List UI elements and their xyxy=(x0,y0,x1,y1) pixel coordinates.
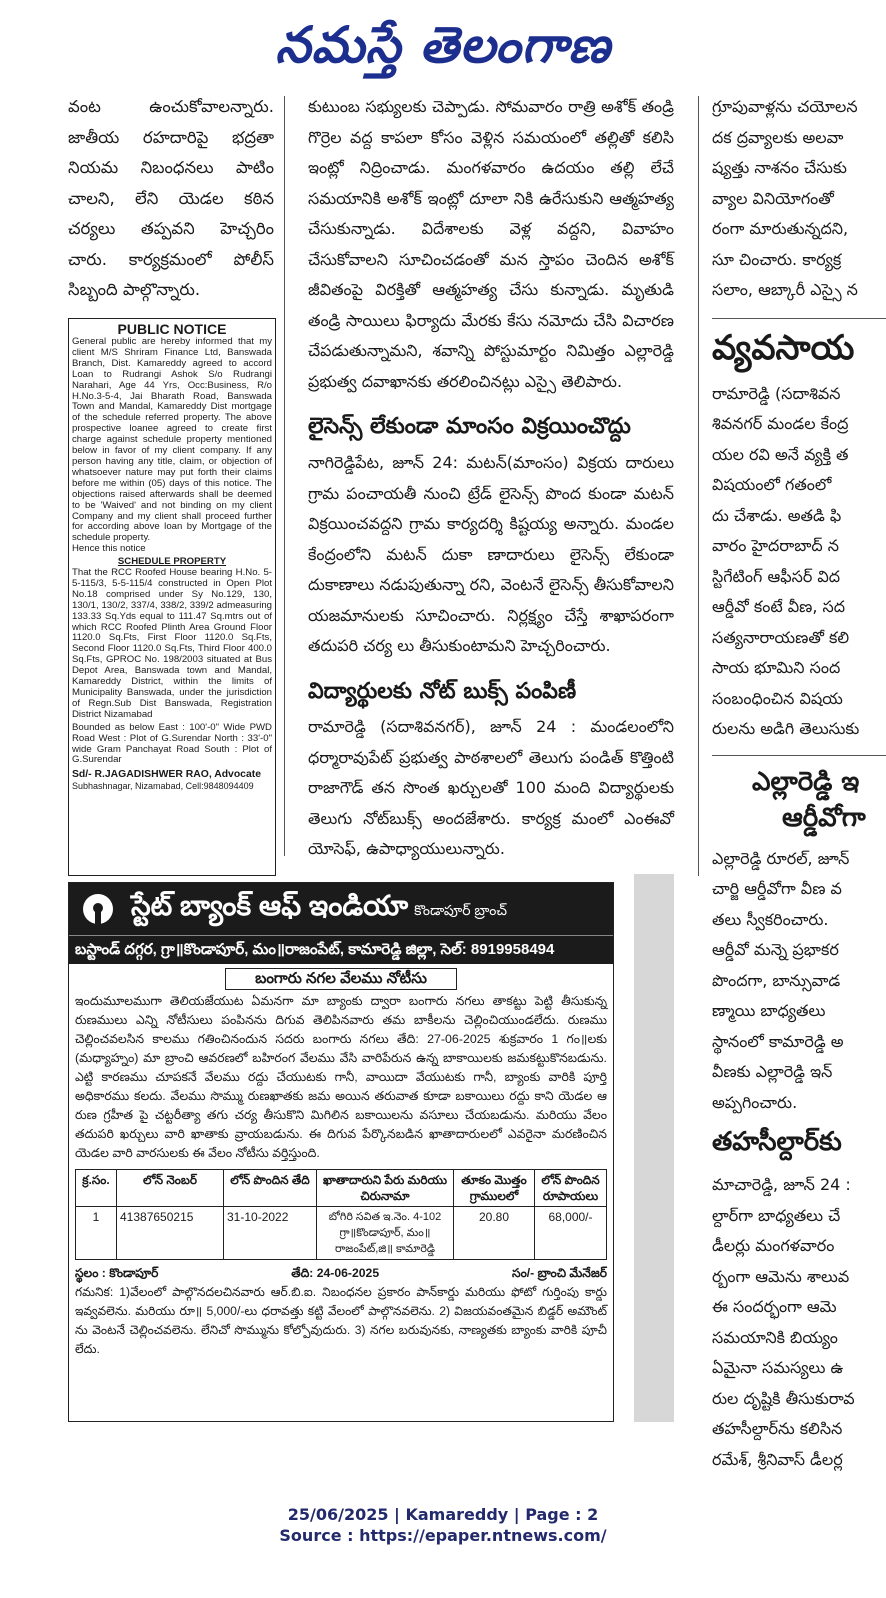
col3-line: స్థానంలో కామారెడ్డి అ xyxy=(712,1031,844,1051)
divider xyxy=(284,96,285,856)
column-3-block-a xyxy=(712,92,886,306)
story-2-text: నాగిరెడ్డిపేట, జూన్ 24: మటన్(మాంసం) విక్రయ దారులు గ్రామ పంచాయతీ నుంచి ట్రేడ్ లైసెన్స్ పొంద కుండా మటన్ విక్రయించవద్దని గ్రామ కార్యదర్శి కిష్టయ్య అన్నారు. మండల కేంద్రంలోని మటన్ దుకా ణాదారులు లైసెన్స్ లేకుండా దుకాణాలు నడుపుతున్నా రని, వెంటనే లైసెన్స్ తీసుకోవాలని యజమానులకు సూచించారు. నిర్లక్ష్యం చేస్తే శాఖాపరంగా తదుపరి చర్య లు తీసుకుంటామని హెచ్చరించారు. xyxy=(308,453,674,655)
public-notice xyxy=(68,318,276,876)
sbi-branch: కొండాపూర్ బ్రాంచ్ xyxy=(414,902,507,918)
col3-line: వీణకు ఎల్లారెడ్డి ఇన్ xyxy=(712,1062,833,1081)
col3-line: దు చేశాడు. అతడి ఫి xyxy=(712,505,842,525)
column-1-story xyxy=(68,92,274,299)
column-3 xyxy=(712,92,886,1469)
col3-line: తహసీల్దార్‌ను కలిసిన xyxy=(712,1419,843,1438)
col3-line: చార్జి ఆర్డీవోగా వీణ వ xyxy=(712,879,842,898)
col3-line: ర్బంగా ఆమెను శాలువ xyxy=(712,1266,850,1286)
table-cell: 41387650215 xyxy=(117,1207,224,1260)
col3-line: సంబంధించిన విషయ xyxy=(712,688,843,708)
col3-line: అప్పగించారు. xyxy=(712,1092,798,1112)
headline-yellareddy-1: ఎల్లారెడ్డి ఇ xyxy=(752,766,860,797)
column-1-paragraph: వంట ఉంచుకోవాలన్నారు. జాతీయ రహదారిపై భద్రతా నియమ నిబంధనలు పాటిం చాలని, లేని యెడల కఠిన చర్యలు తప్పవని హెచ్చరిం చారు. కార్యక్రమంలో పోలీస్ సిబ్బంది పాల్గొన్నారు. xyxy=(68,97,274,299)
public-notice-title: PUBLIC NOTICE xyxy=(117,321,227,337)
col3-line: రంగా మారుతున్నదని, xyxy=(712,219,849,238)
col3-line: ఆర్డీవో కంటే వీణ, సద xyxy=(712,597,846,616)
col3-line: స్టిగేటింగ్ ఆఫీసర్ విద xyxy=(712,566,841,586)
column-2-story-1 xyxy=(308,92,674,398)
col3-line: సలాం, ఆబ్కారీ ఎస్సై న xyxy=(712,280,858,299)
col3-line: గ్రూపువాళ్లను చయోలన xyxy=(712,97,858,116)
col3-line: వారం హైదరాబాద్ న xyxy=(712,536,840,555)
table-cell: 20.80 xyxy=(454,1207,535,1260)
col3-line: ల్దార్‌గా బాధ్యతలు చే xyxy=(712,1205,841,1225)
divider xyxy=(712,318,886,319)
divider xyxy=(712,755,886,756)
column-2-story-2 xyxy=(308,448,674,666)
col3-line: ఎల్లారెడ్డి రూరల్, జూన్ xyxy=(712,848,850,868)
col3-line: దక ద్రవ్యాలకు అలవా xyxy=(712,127,844,147)
col3-line: ణ్మాయి బాధ్యతలు xyxy=(712,1001,826,1020)
sbi-notice-title: బంగారు నగల వేలము నోటీసు xyxy=(225,968,457,990)
table-header: క్ర.సం. xyxy=(76,1170,117,1207)
column-3-block-b xyxy=(712,379,886,745)
sbi-note: గమనిక: 1)వేలంలో పాల్గొనదలచినవారు ఆర్.బి.ఐ. నిబంధనల ప్రకారం పాన్‌కార్డు మరియు ఫోటో గుర్తింపు కార్డు ఇవ్వవలెను. మరియు రూ॥ 5,000/-లు ధరావత్తు కట్టి వేలంలో పాల్గొనవలెను. 2) విజయవంతమైన బిడ్డర్ అమౌంట్ ను వెంటనే చెల్లించవలెను. లేనిచో సొమ్మును కోల్పోవుదురు. 3) నగల బరువునకు, నాణ్యతకు బ్యాంకు వారికి పూచీ లేదు. xyxy=(75,1285,607,1356)
footer-source: Source : https://epaper.ntnews.com/ xyxy=(279,1526,607,1545)
column-2-story-3 xyxy=(308,712,674,862)
table-header: లోన్ పొందిన రూపాయలు xyxy=(535,1170,607,1207)
col3-line: ఈ సందర్భంగా ఆమె xyxy=(712,1297,837,1316)
col3-line: తలు స్వీకరించారు. xyxy=(712,909,829,929)
sbi-loan-table xyxy=(75,1169,607,1260)
col3-line: ష్యత్తు నాశనం చేసుకు xyxy=(712,158,847,177)
sbi-sign-row xyxy=(75,1264,607,1283)
sbi-footer xyxy=(69,1260,613,1359)
sbi-date: తేది: 24-06-2025 xyxy=(291,1266,380,1280)
headline-yellareddy-2: ఆర్డీవోగా xyxy=(782,802,866,833)
divider xyxy=(698,96,699,876)
col3-line: యల రవి అనే వ్యక్తి త xyxy=(712,444,849,464)
schedule-title: SCHEDULE PROPERTY xyxy=(117,556,227,568)
col3-line: రమేశ్, శ్రీనివాస్ డీలర్ల xyxy=(712,1449,843,1469)
headline-tahsildar: తహసీల్దార్‌కు xyxy=(712,1127,842,1157)
col3-line: మాచారెడ్డి, జూన్ 24 : xyxy=(712,1175,851,1194)
sbi-place: స్థలం : కొండాపూర్ xyxy=(75,1266,159,1280)
page-footer xyxy=(0,1504,886,1546)
headline-meat-license: లైసెన్స్ లేకుండా మాంసం విక్రయించొద్దు xyxy=(308,414,631,439)
col3-line: వ్యాల వినియోగంతో xyxy=(712,188,834,208)
col3-line: ఏమైనా సమస్యలు ఉ xyxy=(712,1358,844,1377)
table-row xyxy=(76,1207,607,1260)
sbi-address: బస్టాండ్ దగ్గర, గ్రా॥కొండాపూర్, మం॥రాజంపేట్, కామారెడ్డి జిల్లా, సెల్: 8919958494 xyxy=(69,935,613,964)
col3-line: రులను అడిగి తెలుసుకు xyxy=(712,719,860,738)
table-header: ఖాతాదారుని పేరు మరియు చిరునామా xyxy=(317,1170,454,1207)
col3-line: రుల దృష్టికి తీసుకురావ xyxy=(712,1388,855,1408)
sbi-auction-notice xyxy=(68,882,614,1422)
col3-line: సాయ భూమిని సంద xyxy=(712,658,841,677)
col3-line: రామారెడ్డి (సదాశివన xyxy=(712,383,841,403)
shaded-strip xyxy=(634,874,674,1422)
sbi-notice-body: ఇందుమూలముగా తెలియజేయుట ఏమనగా మా బ్యాంకు ద్వారా బంగారు నగలు తాకట్టు పెట్టి తీసుకున్న రుణములు ఎన్ని నోటీసులు పంపినను దిగువ తెలిపినవారు తమ బాకీలను చెల్లించియుండలేదు. రుణము చెల్లించవలసిన కాలము గతించినందున సదరు బంగారు నగలు తేది: 27-06-2025 శుక్రవారం 1 గం॥లకు (మధ్యాహ్నం) మా బ్రాంచి ఆవరణలో బహిరంగ వేలము వేసి వారిపేరున ఉన్న బాకాయిలకు జమకట్టుకొనబడును. ఎట్టి కారణము చూపకనే వేలము రద్దు చేయుటకు గానీ, వాయిదా వేయుటకు గానీ, బ్యాంకు వారికి పూర్తి అధికారము కలదు. వేలము సొమ్ము రుణఖాతకు జమ అయిన తరువాత కూడా బకాయిలు రద్దు కాని యెడల ఆ రుణ గ్రహీత పై చట్టరీత్యా తగు చర్య తీసుకొని మిగిలిన బకాయిలను వసూలు చేయబడును. మరియు వేలం తదుపరి ఖర్చులు వారి ఖాతాకు వ్రాయబడును. ఈ దిగువ పేర్కొనబడిన ఖాతాదారులలో ఎవరైనా మరణించిన యెడల వారి వారసులకు ఈ వేలం నోటీసు వర్తిస్తుంది. xyxy=(75,994,607,1160)
table-cell: 1 xyxy=(76,1207,117,1260)
advocate-address: Subhashnagar, Nizamabad, Cell:9848094409 xyxy=(72,781,254,792)
column-3-block-c xyxy=(712,844,886,1119)
public-notice-hence: Hence this notice xyxy=(72,543,146,555)
col3-line: పొందగా, బాన్సువాడ xyxy=(712,970,841,990)
sbi-signed: సం/- బ్రాంచి మేనేజర్ xyxy=(512,1266,607,1280)
headline-notebooks: విద్యార్థులకు నోట్ బుక్స్ పంపిణీ xyxy=(308,679,577,704)
headline-agriculture: వ్యవసాయ xyxy=(712,327,855,368)
sbi-header xyxy=(69,883,613,935)
column-3-block-d xyxy=(712,1170,886,1475)
boundaries: Bounded as below East : 100'-0" Wide PWD Road West : Plot of G.Surendar North : 33'-0" wide Gram Panchayat Road South : Plot of G.Surendar xyxy=(72,721,272,766)
newspaper-title: నమస్తే తెలంగాణ xyxy=(275,16,611,74)
masthead xyxy=(0,0,886,90)
table-header: తూకం మొత్తం గ్రాములలో xyxy=(454,1170,535,1207)
col3-line: విషయంలో గతంలో xyxy=(712,475,832,494)
col3-line: శివనగర్ మండల కేంద్ర xyxy=(712,414,849,433)
table-header-row xyxy=(76,1170,607,1207)
col3-line: ఆర్డీవో మన్నె ప్రభాకర xyxy=(712,940,839,959)
col3-line: సమయానికి బియ్యం xyxy=(712,1327,838,1347)
advocate-signature: Sd/- R.JAGADISHWER RAO, Advocate xyxy=(72,769,261,781)
table-header: లోన్ నెంబర్ xyxy=(117,1170,224,1207)
table-cell: 31-10-2022 xyxy=(224,1207,317,1260)
sbi-bank-name: స్టేట్ బ్యాంక్ ఆఫ్ ఇండియా xyxy=(131,889,409,921)
public-notice-body: General public are hereby informed that my client M/S Shriram Finance Ltd, Banswada Branch, Dist. Kamareddy agreed to accord Loan to Rudrangi Ashok S/o Rudrangi Narahari, Age 44 Yrs, Occ:Business, R/o H.No.3-5-4, Jai Bharath Road, Banswada Town and Mandal, Kamareddy Dist mortgage of the schedule referred property. The above prospective loanee agreed to create first charge against schedule property mentioned below in favor of my client company. If any person having any title, claim, or objection of whatsoever nature may put forth their claims before me within (05) days of this notice. The objections raised afterwards shall be deemed to be 'Waived' and not binding on my client Company and my client shall proceed further for according above loan by Mortgage of the schedule property. xyxy=(72,336,272,544)
table-header: లోన్ పొందిన తేది xyxy=(224,1170,317,1207)
col3-line: సూ చించారు. కార్యక్ర xyxy=(712,249,842,269)
table-cell: బోగిరి సవిత ఇ.నెం. 4-102 గ్రా॥కొండాపూర్, మం॥ రాజంపేట్,జి॥ కామారెడ్డి xyxy=(317,1207,454,1260)
story-1-text: కుటుంబ సభ్యులకు చెప్పాడు. సోమవారం రాత్రి అశోక్ తండ్రి గొర్రెల వద్ద కాపలా కోసం వెళ్లిన సమయంలో తల్లితో కలిసి ఇంట్లో నిద్రించాడు. మంగళవారం ఉదయం తల్లి లేచే సమయానికి అశోక్ ఇంట్లో దూలా నికి ఉరేసుకుని ఆత్మహత్య చేసుకున్నాడు. విదేశాలకు వెళ్ల వద్దని, వివాహం చేసుకోవాలని సూచించడంతో మన స్తాపం చెందిన అశోక్ జీవితంపై విరక్తితో ఆత్మహత్య చేసు కున్నాడు. మృతుడి తండ్రి సాయిలు ఫిర్యాదు మేరకు కేసు నమోదు చేసి విచారణ చేపడుతున్నామని, శవాన్ని పోస్టుమార్టం నిమిత్తం ఎల్లారెడ్డి ప్రభుత్వ దవాఖానకు తరలించినట్లు ఎస్సై తెలిపారు. xyxy=(308,97,674,391)
schedule-body: That the RCC Roofed House bearing H.No. 5-5-115/3, 5-5-115/4 constructed in Open Plot No.18 comprised under Sy No.129, 130, 130/1, 130/2, 337/4, 338/2, 339/2 admeasuring 133.33 Sq.Yds equal to 111.47 Sq.mtrs out of which RCC Roofed Plinth Area Ground Floor 1120.0 Sq.Fts, First Floor 1120.0 Sq.Fts, Second Floor 1120.0 Sq.Fts, Third Floor 400.0 Sq.Fts, GPROC No. 198/2003 situated at Bus Depot Area, Banswada town and Mandal, Kamareddy District, within the limits of Municipality Banswada, under the jurisdiction of Regn.Sub Dist Banswada, Registration District Nizamabad xyxy=(72,567,272,720)
sbi-logo-icon xyxy=(83,894,113,924)
footer-date-page: 25/06/2025 | Kamareddy | Page : 2 xyxy=(287,1505,599,1524)
table-cell: 68,000/- xyxy=(535,1207,607,1260)
story-3-text: రామారెడ్డి (సదాశివనగర్), జూన్ 24 : మండలంలోని ధర్మారావుపేట్ ప్రభుత్వ పాఠశాలలో తెలుగు పండిత్ కొత్తింటి రాజాగౌడ్ తన సొంత ఖర్చులతో 100 మంది విద్యార్థులకు తెలుగు నోట్‌బుక్స్ అందజేశారు. కార్యక్ర మంలో ఎంఈవో యోసెఫ్, ఉపాధ్యాయులున్నారు. xyxy=(308,717,674,858)
col3-line: డీలర్లు మంగళవారం xyxy=(712,1236,835,1255)
col3-line: సత్యనారాయణతో కలి xyxy=(712,627,850,647)
